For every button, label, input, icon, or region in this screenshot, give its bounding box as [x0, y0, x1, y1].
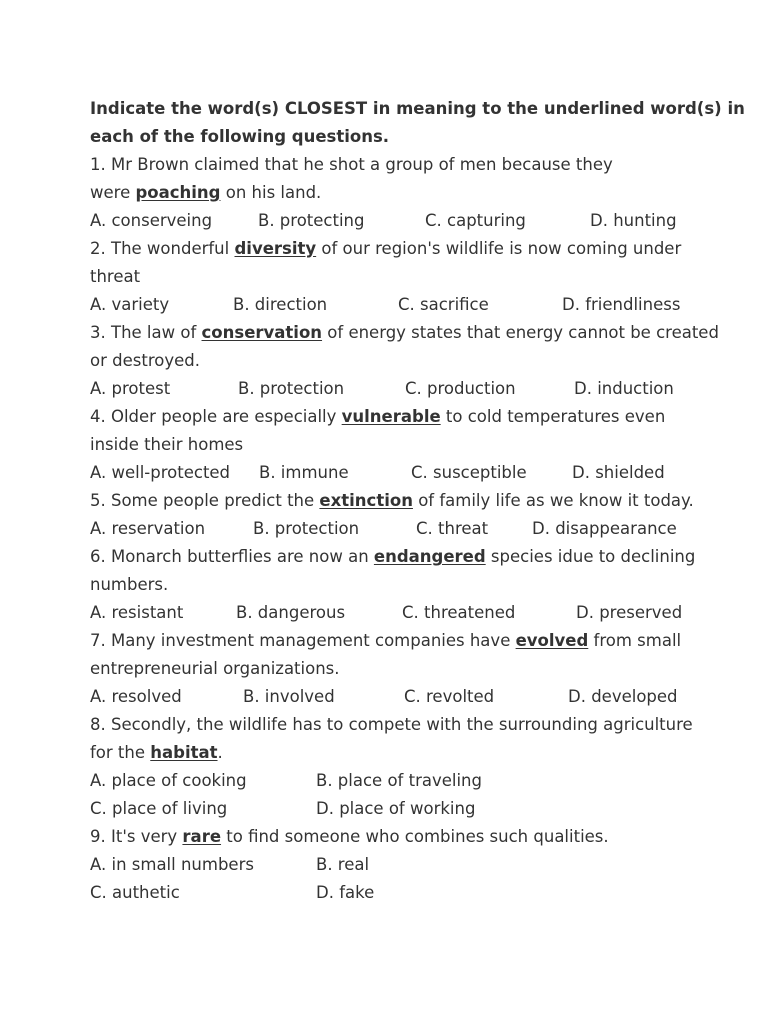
- underlined-keyword: habitat: [150, 743, 218, 762]
- option-b: B. direction: [233, 295, 328, 314]
- option-c: C. place of living: [90, 799, 228, 818]
- option-a: A. conserveing: [90, 211, 213, 230]
- question-text: to find someone who combines such qualities.: [221, 827, 609, 846]
- question-6-options: [90, 599, 690, 627]
- instruction-line-1: Indicate the word(s) CLOSEST in meaning to the underlined word(s) in: [90, 99, 745, 118]
- option-c: C. authetic: [90, 883, 180, 902]
- option-c: C. capturing: [425, 211, 526, 230]
- option-d: D. induction: [574, 379, 674, 398]
- option-d: D. developed: [568, 687, 678, 706]
- option-d: D. disappearance: [532, 519, 677, 538]
- option-a: A. resistant: [90, 603, 184, 622]
- question-7-text: [90, 627, 690, 655]
- question-4-options: [90, 459, 690, 487]
- question-5-text: [90, 487, 694, 515]
- question-text: 6. Monarch butterflies are now an: [90, 547, 374, 566]
- question-text: 5. Some people predict the: [90, 491, 320, 510]
- instruction-line-2: each of the following questions.: [90, 127, 390, 146]
- option-b: B. protecting: [258, 211, 365, 230]
- question-7-options: [90, 683, 690, 711]
- question-5-options: [90, 515, 690, 543]
- option-d: D. preserved: [576, 603, 683, 622]
- question-2-options: [90, 291, 690, 319]
- option-b: B. involved: [243, 687, 335, 706]
- option-c: C. revolted: [404, 687, 495, 706]
- option-a: A. resolved: [90, 687, 182, 706]
- question-8-text-cont: [90, 739, 690, 767]
- question-text: 4. Older people are especially: [90, 407, 342, 426]
- question-4-text-cont: inside their homes: [90, 435, 244, 454]
- question-text: for the: [90, 743, 151, 762]
- question-text: were: [90, 183, 136, 202]
- question-text: 3. The law of: [90, 323, 202, 342]
- underlined-keyword: endangered: [373, 547, 486, 566]
- option-a: A. protest: [90, 379, 171, 398]
- option-d: D. shielded: [572, 463, 665, 482]
- underlined-keyword: conservation: [201, 323, 323, 342]
- underlined-keyword: poaching: [135, 183, 221, 202]
- option-b: B. dangerous: [236, 603, 346, 622]
- question-6-text-cont: numbers.: [90, 575, 169, 594]
- question-3-options: [90, 375, 690, 403]
- option-c: C. threatened: [402, 603, 516, 622]
- option-b: B. place of traveling: [316, 771, 482, 790]
- question-4-text: [90, 403, 690, 431]
- exercise-content: [90, 95, 745, 907]
- option-d: D. friendliness: [562, 295, 681, 314]
- question-text: .: [217, 743, 223, 762]
- option-c: C. production: [405, 379, 516, 398]
- question-1-options: [90, 207, 690, 235]
- question-8-text: 8. Secondly, the wildlife has to compete with the surrounding agriculture: [90, 715, 693, 734]
- question-9-options-row-1: [90, 851, 690, 879]
- underlined-keyword: vulnerable: [341, 407, 441, 426]
- option-b: B. real: [316, 855, 370, 874]
- option-a: A. variety: [90, 295, 170, 314]
- question-text: of energy states that energy cannot be created: [322, 323, 719, 342]
- question-text: 9. It's very: [90, 827, 183, 846]
- question-6-text: [90, 543, 696, 571]
- question-9-text: [90, 823, 690, 851]
- underlined-keyword: rare: [182, 827, 222, 846]
- question-text: 1. Mr Brown claimed that he shot a group of men because they: [90, 155, 613, 174]
- question-text: of family life as we know it today.: [412, 491, 694, 510]
- question-text: on his land.: [220, 183, 322, 202]
- question-9-options-row-2: [90, 879, 690, 907]
- question-text: of our region's wildlife is now coming under: [316, 239, 682, 258]
- option-c: C. susceptible: [411, 463, 527, 482]
- option-b: B. protection: [238, 379, 345, 398]
- question-2-text-cont: threat: [90, 267, 141, 286]
- option-a: A. place of cooking: [90, 771, 247, 790]
- option-c: C. sacrifice: [398, 295, 489, 314]
- underlined-keyword: extinction: [319, 491, 413, 510]
- question-text: to cold temperatures even: [440, 407, 666, 426]
- option-c: C. threat: [416, 519, 489, 538]
- option-d: D. fake: [316, 883, 375, 902]
- option-a: A. well-protected: [90, 463, 231, 482]
- question-text: from small: [588, 631, 682, 650]
- option-a: A. reservation: [90, 519, 206, 538]
- question-text: 2. The wonderful: [90, 239, 235, 258]
- option-b: B. protection: [253, 519, 360, 538]
- underlined-keyword: evolved: [515, 631, 589, 650]
- question-text: 7. Many investment management companies have: [90, 631, 516, 650]
- question-3-text-cont: or destroyed.: [90, 351, 200, 370]
- option-a: A. in small numbers: [90, 855, 254, 874]
- option-d: D. place of working: [316, 799, 476, 818]
- question-8-options-row-2: [90, 795, 690, 823]
- option-d: D. hunting: [590, 211, 677, 230]
- question-text: species idue to declining: [485, 547, 696, 566]
- option-b: B. immune: [259, 463, 349, 482]
- question-2-text: [90, 235, 690, 263]
- question-8-options-row-1: [90, 767, 690, 795]
- question-7-text-cont: entrepreneurial organizations.: [90, 659, 340, 678]
- question-3-text: [90, 319, 719, 347]
- question-1-text-cont: [90, 179, 690, 207]
- underlined-keyword: diversity: [234, 239, 317, 258]
- question-1-text: [90, 151, 690, 179]
